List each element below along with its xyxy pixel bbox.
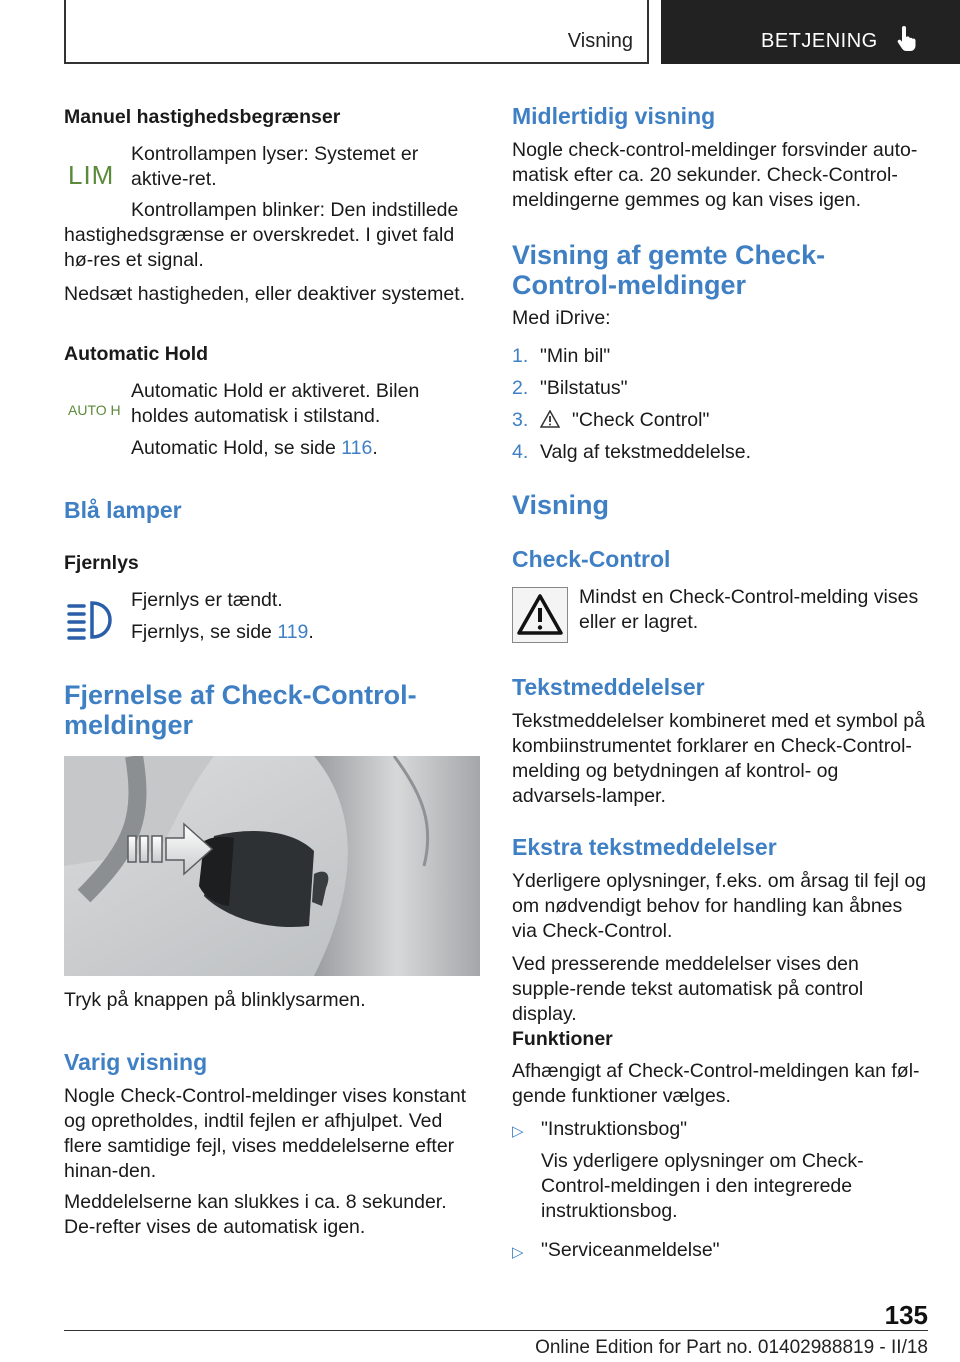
heading-functions: Funktioner [512, 1028, 613, 1050]
page-link-119[interactable]: 119 [277, 621, 309, 643]
step-number: 2. [512, 377, 529, 399]
bullet-triangle-icon: ▷ [512, 1244, 524, 1261]
list-item [512, 376, 928, 408]
list-item [512, 344, 928, 376]
check-control-text: Mindst en Check-Control-melding vises eller er lagret. [579, 586, 919, 633]
function-list [512, 1117, 928, 1270]
illustration-caption: Tryk på knappen på blinklysarmen. [64, 989, 366, 1011]
lim-text-2a: Kontrollampen blinker: Den indstillede [131, 199, 459, 221]
header-section-box [64, 0, 649, 64]
extra-text-messages-text-1: Yderligere oplysninger, f.eks. om årsag til fejl og om nødvendigt behov for handling kan åbnes via Check-Control. [512, 870, 927, 942]
page-link-116[interactable]: 116 [341, 437, 373, 459]
heading-extra-text-messages: Ekstra tekstmeddelelser [512, 834, 777, 860]
lim-text-2b: hastighedsgrænse er overskredet. I givet fald hø-res et signal. [64, 224, 455, 271]
function-instruction-manual-desc: Vis yderligere oplysninger om Check-Control-meldingen i den integrerede instruktionsbog. [541, 1150, 864, 1222]
warning-triangle-icon [513, 588, 567, 642]
heading-show-saved-check-control: Visning af gemte Check-Control-meldinger [512, 240, 826, 300]
heading-automatic-hold: Automatic Hold [64, 343, 209, 365]
check-control-symbol-box [512, 587, 568, 643]
footer-divider [64, 1330, 928, 1331]
heading-text-messages: Tekstmeddelelser [512, 674, 705, 700]
step-text[interactable]: "Min bil" [540, 345, 611, 367]
step-text[interactable]: "Bilstatus" [540, 377, 628, 399]
list-item [512, 1238, 928, 1270]
list-item [512, 1117, 928, 1149]
permanent-display-text-1: Nogle Check-Control-meldinger vises konstant og opretholdes, indtil fejlen er afhjulpet. Ved flere samtidige fejl, vises meddelelserne efter hinan-den. [64, 1085, 467, 1182]
list-item [512, 408, 928, 440]
permanent-display-text-2: Meddelelserne kan slukkes i ca. 8 sekunder. De-refter vises de automatisk igen. [64, 1191, 447, 1238]
header-chapter-box [661, 0, 960, 64]
step-list [512, 344, 928, 472]
heading-permanent-display: Varig visning [64, 1049, 208, 1075]
lim-icon: LIM [68, 160, 115, 190]
heading-remove-check-control: Fjernelse af Check-Control-meldinger [64, 680, 417, 740]
auto-hold-text-2: Automatic Hold, se side 116. [131, 437, 378, 459]
functions-text: Afhængigt af Check-Control-meldingen kan føl-gende funktioner vælges. [512, 1060, 920, 1107]
heading-display: Visning [512, 490, 610, 520]
step-text[interactable]: Valg af tekstmeddelelse. [540, 441, 752, 463]
high-beam-icon [66, 600, 118, 640]
heading-temporary-display: Midlertidig visning [512, 103, 716, 129]
footer-edition: Online Edition for Part no. 01402988819 - II/18 [535, 1337, 928, 1358]
high-beam-text-1: Fjernlys er tændt. [131, 589, 283, 611]
subheading-high-beam: Fjernlys [64, 552, 139, 574]
warning-triangle-icon [540, 410, 560, 428]
function-instruction-manual[interactable]: "Instruktionsbog" [541, 1118, 688, 1140]
header-section-title: Visning [567, 30, 633, 52]
auto-hold-text-1: Automatic Hold er aktiveret. Bilen holdes automatisk i stilstand. [131, 380, 420, 427]
turn-signal-lever-illustration [64, 756, 480, 976]
heading-manual-speed-limiter: Manuel hastighedsbegrænser [64, 106, 341, 128]
bullet-triangle-icon: ▷ [512, 1123, 524, 1140]
text-messages-text: Tekstmeddelelser kombineret med et symbol på kombiinstrumentet forklarer en Check-Control-melding og betydningen af kontrol- og advarsels-lamper. [512, 710, 925, 807]
lim-text-3: Nedsæt hastigheden, eller deaktiver systemet. [64, 283, 466, 305]
extra-text-messages-text-2: Ved presserende meddelelser vises den supple-rende tekst automatisk på control display. [512, 953, 864, 1025]
auto-hold-icon: AUTO H [68, 402, 121, 418]
header-chapter-title: BETJENING [761, 30, 878, 52]
step-number: 4. [512, 441, 529, 463]
idrive-intro: Med iDrive: [512, 307, 611, 329]
step-number: 1. [512, 345, 529, 367]
step-text[interactable]: "Check Control" [572, 409, 710, 431]
step-number: 3. [512, 409, 529, 431]
lim-text-1: Kontrollampen lyser: Systemet er aktive-ret. [131, 143, 419, 190]
subheading-check-control: Check-Control [512, 546, 671, 572]
page-number: 135 [884, 1300, 928, 1330]
function-service-report[interactable]: "Serviceanmeldelse" [541, 1239, 720, 1261]
temporary-display-text: Nogle check-control-meldinger forsvinder auto-matisk efter ca. 20 sekunder. Check-Control-meldingerne gemmes og kan vises igen. [512, 139, 918, 211]
pointing-hand-icon [895, 26, 919, 52]
list-item [512, 440, 928, 472]
high-beam-text-2: Fjernlys, se side 119. [131, 621, 314, 643]
heading-blue-lamps: Blå lamper [64, 497, 182, 523]
